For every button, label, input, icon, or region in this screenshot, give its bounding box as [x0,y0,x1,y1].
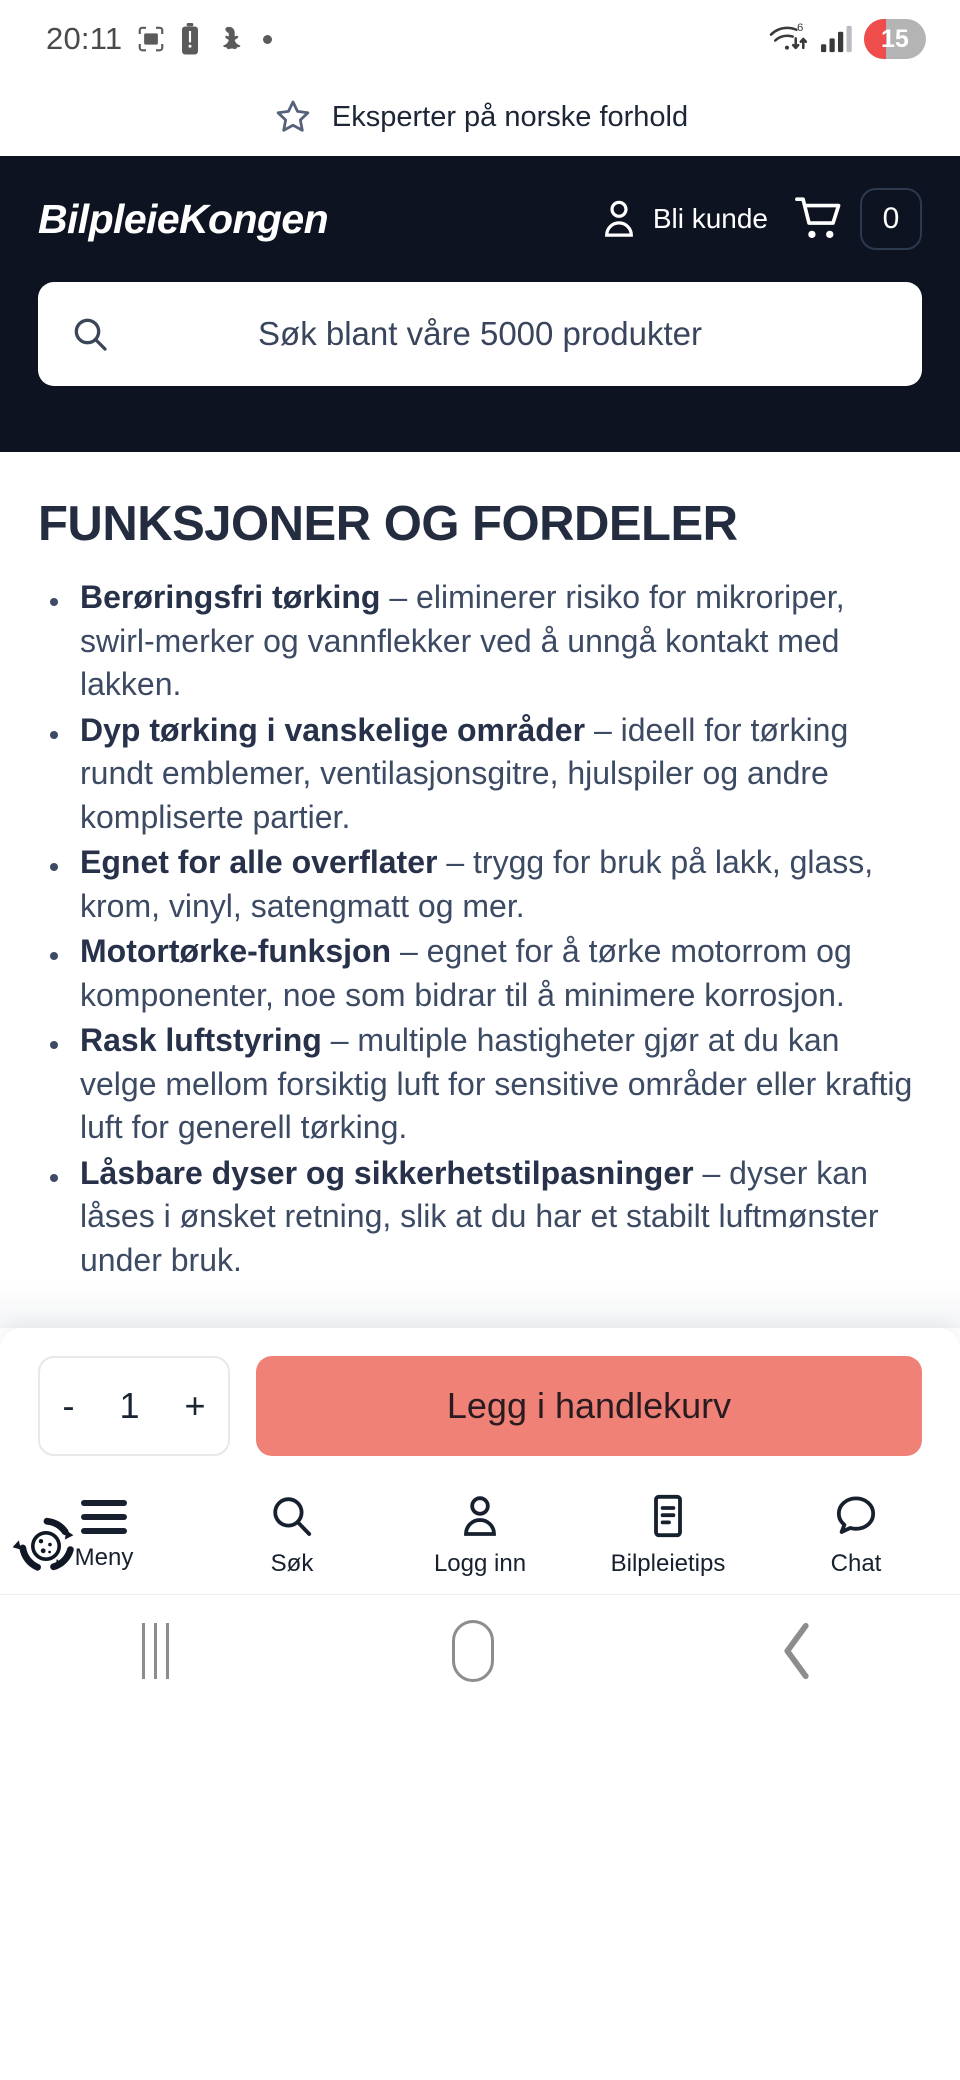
search-wrapper [38,282,922,386]
quantity-value[interactable]: 1 [119,1385,140,1427]
list-item [38,1152,922,1283]
list-item [38,841,922,928]
feature-desc: – ideell for tørking rundt emblemer, ventilasjonsgitre, hjulspiler og andre kompliserte partier. [80,711,849,835]
back-chevron-icon[interactable] [778,1620,818,1682]
feature-term: Låsbare dyser og sikkerhetstilpasninger [80,1154,694,1191]
person-icon [599,198,639,240]
page-title: FUNKSJONER OG FORDELER [38,497,738,551]
features-list [38,576,922,1282]
sidebar-item-bilpleietips[interactable] [593,1492,743,1578]
feature-desc: – multiple hastigheter gjør at du kan velge mellom forsiktig luft for sensitive områder eller kraftig luft for generell tørking. [80,1022,913,1146]
hamburger-menu-icon [81,1492,127,1534]
search-icon [268,1492,316,1540]
android-nav-bar [0,1595,960,1707]
search-input-placeholder[interactable]: Søk blant våre 5000 produkter [258,315,702,352]
quantity-decrease-button[interactable]: - [62,1385,75,1427]
quantity-increase-button[interactable]: + [184,1385,206,1427]
battery-status-badge [864,19,926,59]
cookie-consent-icon[interactable] [12,1512,80,1580]
search-icon [70,314,110,354]
quantity-stepper[interactable] [38,1356,230,1456]
shopping-cart-icon [794,195,844,243]
screenshot-icon [136,24,166,54]
feature-term: Dyp tørking i vanskelige områder [80,711,586,748]
sidebar-item-logg-inn[interactable] [405,1492,555,1578]
search-bar[interactable] [38,282,922,386]
cart-count-badge: 0 [860,188,922,250]
feature-term: Rask luftstyring [80,1022,322,1059]
sidebar-item-chat[interactable] [781,1492,931,1578]
feature-term: Motortørke-funksjon [80,933,392,970]
nav-label-logg-inn: Logg inn [433,1550,527,1578]
feature-term: Egnet for alle overflater [80,844,438,881]
list-item [38,709,922,840]
list-item [38,930,922,1017]
sidebar-item-sok[interactable] [217,1492,367,1578]
document-icon [644,1492,692,1540]
header-actions [599,188,922,250]
promo-banner [0,78,960,156]
buy-bar [0,1328,960,1474]
site-header [0,156,960,452]
recents-icon[interactable] [142,1623,169,1679]
app-bottom-nav [0,1474,960,1595]
person-icon [456,1492,504,1540]
add-to-cart-button[interactable]: Legg i handlekurv [256,1356,922,1456]
feature-term: Berøringsfri tørking [80,579,381,615]
battery-level-label: 15 [881,24,909,53]
list-item [38,1019,922,1150]
become-customer-button[interactable] [599,198,768,240]
cart-button[interactable] [794,188,922,250]
nav-label-chat: Chat [830,1550,882,1578]
buybar-gradient [0,1284,960,1328]
status-bar-right [768,19,926,59]
header-top-row [38,156,922,282]
become-customer-label: Bli kunde [652,203,768,234]
star-icon [272,96,314,138]
feature-desc: – dyser kan låses i ønsket retning, slik at du har et stabilt luftmønster under bruk. [80,1154,879,1278]
site-logo[interactable]: BilpleieKongen [38,195,329,242]
home-icon[interactable] [452,1620,494,1682]
snapchat-icon [214,24,244,54]
chat-bubble-icon [832,1492,880,1540]
os-status-bar [0,0,960,78]
main-content [0,452,960,1282]
feature-desc: – egnet for å tørke motorrom og komponenter, noe som bidrar til å minimere korrosjon. [80,933,852,1013]
status-bar-clock: 20:11 [46,21,123,56]
wifi6-icon [768,20,812,58]
promo-text: Eksperter på norske forhold [331,100,689,133]
dot-icon [263,35,272,44]
status-bar-left [46,21,272,57]
nav-label-meny: Meny [74,1544,134,1572]
nav-label-bilpleietips: Bilpleietips [610,1550,726,1578]
nav-label-sok: Søk [270,1550,314,1578]
battery-alert-icon [180,23,200,55]
svg-text:6: 6 [796,21,804,34]
feature-desc: – eliminerer risiko for mikroriper, swirl-merker og vannflekker ved å unngå kontakt med lakken. [80,579,845,703]
cellular-signal-icon [821,23,855,55]
list-item [38,576,922,707]
feature-desc: – trygg for bruk på lakk, glass, krom, vinyl, satengmatt og mer. [80,844,874,924]
